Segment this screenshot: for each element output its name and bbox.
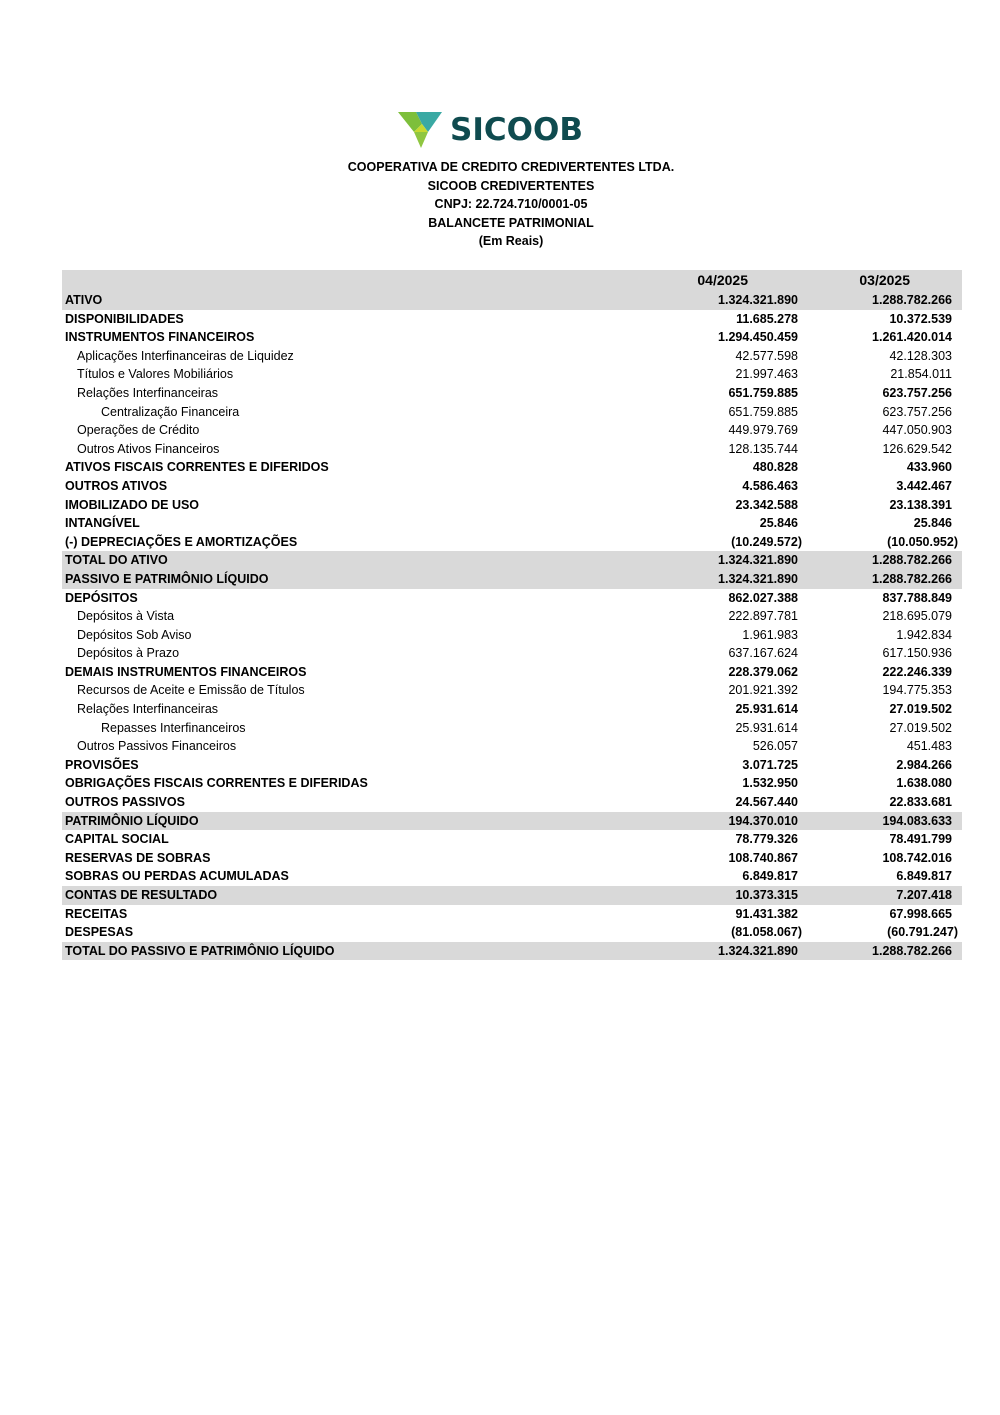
value-03-2025: 6.849.817 xyxy=(896,869,952,884)
value-03-2025: 1.288.782.266 xyxy=(872,943,952,958)
value-03-2025: 1.288.782.266 xyxy=(872,553,952,568)
row-label: OUTROS ATIVOS xyxy=(65,478,168,493)
value-03-2025: 126.629.542 xyxy=(882,441,952,456)
table-row xyxy=(62,589,962,608)
table-row xyxy=(62,663,962,682)
table-header-row xyxy=(62,270,962,291)
value-03-2025: (10.050.952) xyxy=(887,534,958,549)
value-04-2025: 526.057 xyxy=(752,739,798,754)
row-label: INSTRUMENTOS FINANCEIROS xyxy=(65,330,255,345)
value-04-2025: 1.532.950 xyxy=(742,776,798,791)
row-label: SOBRAS OU PERDAS ACUMULADAS xyxy=(65,869,289,884)
company-name: COOPERATIVA DE CREDITO CREDIVERTENTES LTDA. xyxy=(347,160,675,174)
row-label: Relações Interfinanceiras xyxy=(77,385,219,400)
table-row xyxy=(62,905,962,924)
row-label: RECEITAS xyxy=(65,906,128,921)
value-04-2025: 25.846 xyxy=(759,516,798,531)
value-03-2025: 1.288.782.266 xyxy=(872,293,952,307)
table-row xyxy=(62,291,962,310)
value-04-2025: 11.685.278 xyxy=(736,311,798,326)
trade-name: SICOOB CREDIVERTENTES xyxy=(427,178,595,193)
row-label: DESPESAS xyxy=(65,925,134,940)
value-04-2025: 78.779.326 xyxy=(735,832,798,847)
value-03-2025: 1.638.080 xyxy=(896,776,952,791)
value-04-2025: 4.586.463 xyxy=(742,478,798,493)
row-label: PATRIMÔNIO LÍQUIDO xyxy=(65,813,199,828)
value-03-2025: 27.019.502 xyxy=(889,702,952,717)
value-04-2025: 201.921.392 xyxy=(728,683,798,698)
row-label: Títulos e Valores Mobiliários xyxy=(77,367,234,382)
report-title: BALANCETE PATRIMONIAL xyxy=(428,215,594,230)
table-row xyxy=(62,440,962,459)
value-03-2025: 837.788.849 xyxy=(882,590,952,605)
row-label: TOTAL DO PASSIVO E PATRIMÔNIO LÍQUIDO xyxy=(65,943,335,958)
row-label: TOTAL DO ATIVO xyxy=(65,553,168,568)
value-03-2025: 1.261.420.014 xyxy=(872,330,952,345)
row-label: Centralização Financeira xyxy=(101,404,240,419)
row-label: Recursos de Aceite e Emissão de Títulos xyxy=(77,683,305,698)
table-row xyxy=(62,496,962,515)
table-row xyxy=(62,830,962,849)
value-03-2025: 194.083.633 xyxy=(882,813,952,828)
currency-note: (Em Reais) xyxy=(478,234,544,249)
value-04-2025: 91.431.382 xyxy=(735,906,798,921)
row-label: CONTAS DE RESULTADO xyxy=(65,888,218,902)
value-04-2025: (10.249.572) xyxy=(731,534,802,549)
value-04-2025: 3.071.725 xyxy=(742,757,798,772)
value-04-2025: 1.324.321.890 xyxy=(718,553,798,568)
column-header-04-2025: 04/2025 xyxy=(697,272,748,288)
table-row xyxy=(62,793,962,812)
value-03-2025: 7.207.418 xyxy=(896,888,952,902)
value-04-2025: 449.979.769 xyxy=(728,423,798,438)
row-label: (-) DEPRECIAÇÕES E AMORTIZAÇÕES xyxy=(65,534,298,549)
row-label: OUTROS PASSIVOS xyxy=(65,795,185,810)
cnpj: CNPJ: 22.724.710/0001-05 xyxy=(434,197,588,212)
value-03-2025: 78.491.799 xyxy=(889,832,952,847)
row-label: DISPONIBILIDADES xyxy=(65,311,184,326)
value-04-2025: 24.567.440 xyxy=(735,795,798,810)
table-row xyxy=(62,626,962,645)
table-row xyxy=(62,328,962,347)
table-row xyxy=(62,347,962,366)
row-label: Depósitos à Vista xyxy=(77,609,175,624)
value-04-2025: 21.997.463 xyxy=(735,367,798,382)
table-row xyxy=(62,365,962,384)
row-label: PROVISÕES xyxy=(65,757,139,772)
value-03-2025: 2.984.266 xyxy=(896,757,952,772)
sicoob-logo-mark-icon xyxy=(398,110,446,150)
table-row xyxy=(62,886,962,905)
value-03-2025: (60.791.247) xyxy=(887,925,958,940)
table-row xyxy=(62,849,962,868)
value-04-2025: 480.828 xyxy=(752,460,798,475)
row-label: ATIVOS FISCAIS CORRENTES E DIFERIDOS xyxy=(65,460,329,475)
table-row xyxy=(62,719,962,738)
table-body xyxy=(62,291,962,960)
value-03-2025: 23.138.391 xyxy=(889,497,952,512)
value-04-2025: 25.931.614 xyxy=(735,702,798,717)
value-04-2025: 1.324.321.890 xyxy=(718,293,798,307)
row-label: OBRIGAÇÕES FISCAIS CORRENTES E DIFERIDAS xyxy=(65,776,368,791)
value-03-2025: 623.757.256 xyxy=(882,385,952,400)
table-row xyxy=(62,384,962,403)
report-heading xyxy=(0,158,1000,251)
value-03-2025: 1.942.834 xyxy=(896,627,952,642)
table-row xyxy=(62,570,962,589)
value-03-2025: 3.442.467 xyxy=(896,478,952,493)
value-03-2025: 10.372.539 xyxy=(889,311,952,326)
value-03-2025: 67.998.665 xyxy=(889,906,952,921)
row-label: INTANGÍVEL xyxy=(65,516,140,531)
table-row xyxy=(62,310,962,329)
table-row xyxy=(62,533,962,552)
table-row xyxy=(62,700,962,719)
table-row xyxy=(62,756,962,775)
value-03-2025: 623.757.256 xyxy=(882,404,952,419)
row-label: Depósitos Sob Aviso xyxy=(77,627,192,642)
table-row xyxy=(62,458,962,477)
table-row xyxy=(62,774,962,793)
row-label: DEPÓSITOS xyxy=(65,590,138,605)
value-04-2025: 194.370.010 xyxy=(728,813,798,828)
row-label: Outros Ativos Financeiros xyxy=(77,441,220,456)
value-04-2025: 108.740.867 xyxy=(728,850,798,865)
value-03-2025: 21.854.011 xyxy=(890,367,952,382)
value-03-2025: 617.150.936 xyxy=(882,646,952,661)
value-03-2025: 433.960 xyxy=(906,460,952,475)
row-label: ATIVO xyxy=(65,293,103,307)
column-header-03-2025: 03/2025 xyxy=(859,272,910,288)
table-row xyxy=(62,514,962,533)
value-03-2025: 447.050.903 xyxy=(882,423,952,438)
value-04-2025: 128.135.744 xyxy=(728,441,798,456)
value-04-2025: 42.577.598 xyxy=(735,348,798,363)
table-row xyxy=(62,607,962,626)
value-03-2025: 218.695.079 xyxy=(882,609,952,624)
row-label: Repasses Interfinanceiros xyxy=(101,720,246,735)
row-label: Aplicações Interfinanceiras de Liquidez xyxy=(77,348,294,363)
table-row xyxy=(62,477,962,496)
value-04-2025: 862.027.388 xyxy=(728,590,798,605)
value-04-2025: 1.961.983 xyxy=(742,627,798,642)
table-row xyxy=(62,644,962,663)
value-04-2025: 637.167.624 xyxy=(728,646,798,661)
table-row xyxy=(62,812,962,831)
row-label: Operações de Crédito xyxy=(77,423,200,438)
value-03-2025: 1.288.782.266 xyxy=(872,571,952,586)
value-04-2025: 1.294.450.459 xyxy=(718,330,798,345)
value-03-2025: 222.246.339 xyxy=(882,664,952,679)
value-03-2025: 451.483 xyxy=(906,739,952,754)
row-label: Outros Passivos Financeiros xyxy=(77,739,237,754)
table-row xyxy=(62,551,962,570)
row-label: CAPITAL SOCIAL xyxy=(65,832,169,847)
value-04-2025: 6.849.817 xyxy=(742,869,798,884)
value-04-2025: 1.324.321.890 xyxy=(718,943,798,958)
value-04-2025: 23.342.588 xyxy=(735,497,798,512)
table-row xyxy=(62,737,962,756)
value-03-2025: 22.833.681 xyxy=(889,795,952,810)
sicoob-logo xyxy=(398,108,588,152)
row-label: RESERVAS DE SOBRAS xyxy=(65,850,211,865)
row-label: Depósitos à Prazo xyxy=(77,646,180,661)
value-04-2025: 651.759.885 xyxy=(728,385,798,400)
row-label: PASSIVO E PATRIMÔNIO LÍQUIDO xyxy=(65,571,269,586)
value-03-2025: 108.742.016 xyxy=(882,850,952,865)
value-04-2025: 228.379.062 xyxy=(728,664,798,679)
balance-sheet-table xyxy=(62,270,962,960)
value-04-2025: 222.897.781 xyxy=(728,609,798,624)
value-03-2025: 194.775.353 xyxy=(882,683,952,698)
value-03-2025: 25.846 xyxy=(913,516,952,531)
row-label: IMOBILIZADO DE USO xyxy=(65,497,200,512)
value-04-2025: 10.373.315 xyxy=(735,888,798,902)
row-label: DEMAIS INSTRUMENTOS FINANCEIROS xyxy=(65,664,307,679)
row-label: Relações Interfinanceiras xyxy=(77,702,219,717)
value-04-2025: 1.324.321.890 xyxy=(718,571,798,586)
value-04-2025: 25.931.614 xyxy=(735,720,798,735)
sicoob-logo-text: SICOOB xyxy=(450,112,583,148)
table-row xyxy=(62,867,962,886)
value-03-2025: 42.128.303 xyxy=(889,348,952,363)
table-row xyxy=(62,942,962,961)
value-04-2025: 651.759.885 xyxy=(728,404,798,419)
value-04-2025: (81.058.067) xyxy=(731,925,802,940)
table-row xyxy=(62,681,962,700)
value-03-2025: 27.019.502 xyxy=(889,720,952,735)
table-row xyxy=(62,923,962,942)
table-row xyxy=(62,421,962,440)
table-row xyxy=(62,403,962,422)
